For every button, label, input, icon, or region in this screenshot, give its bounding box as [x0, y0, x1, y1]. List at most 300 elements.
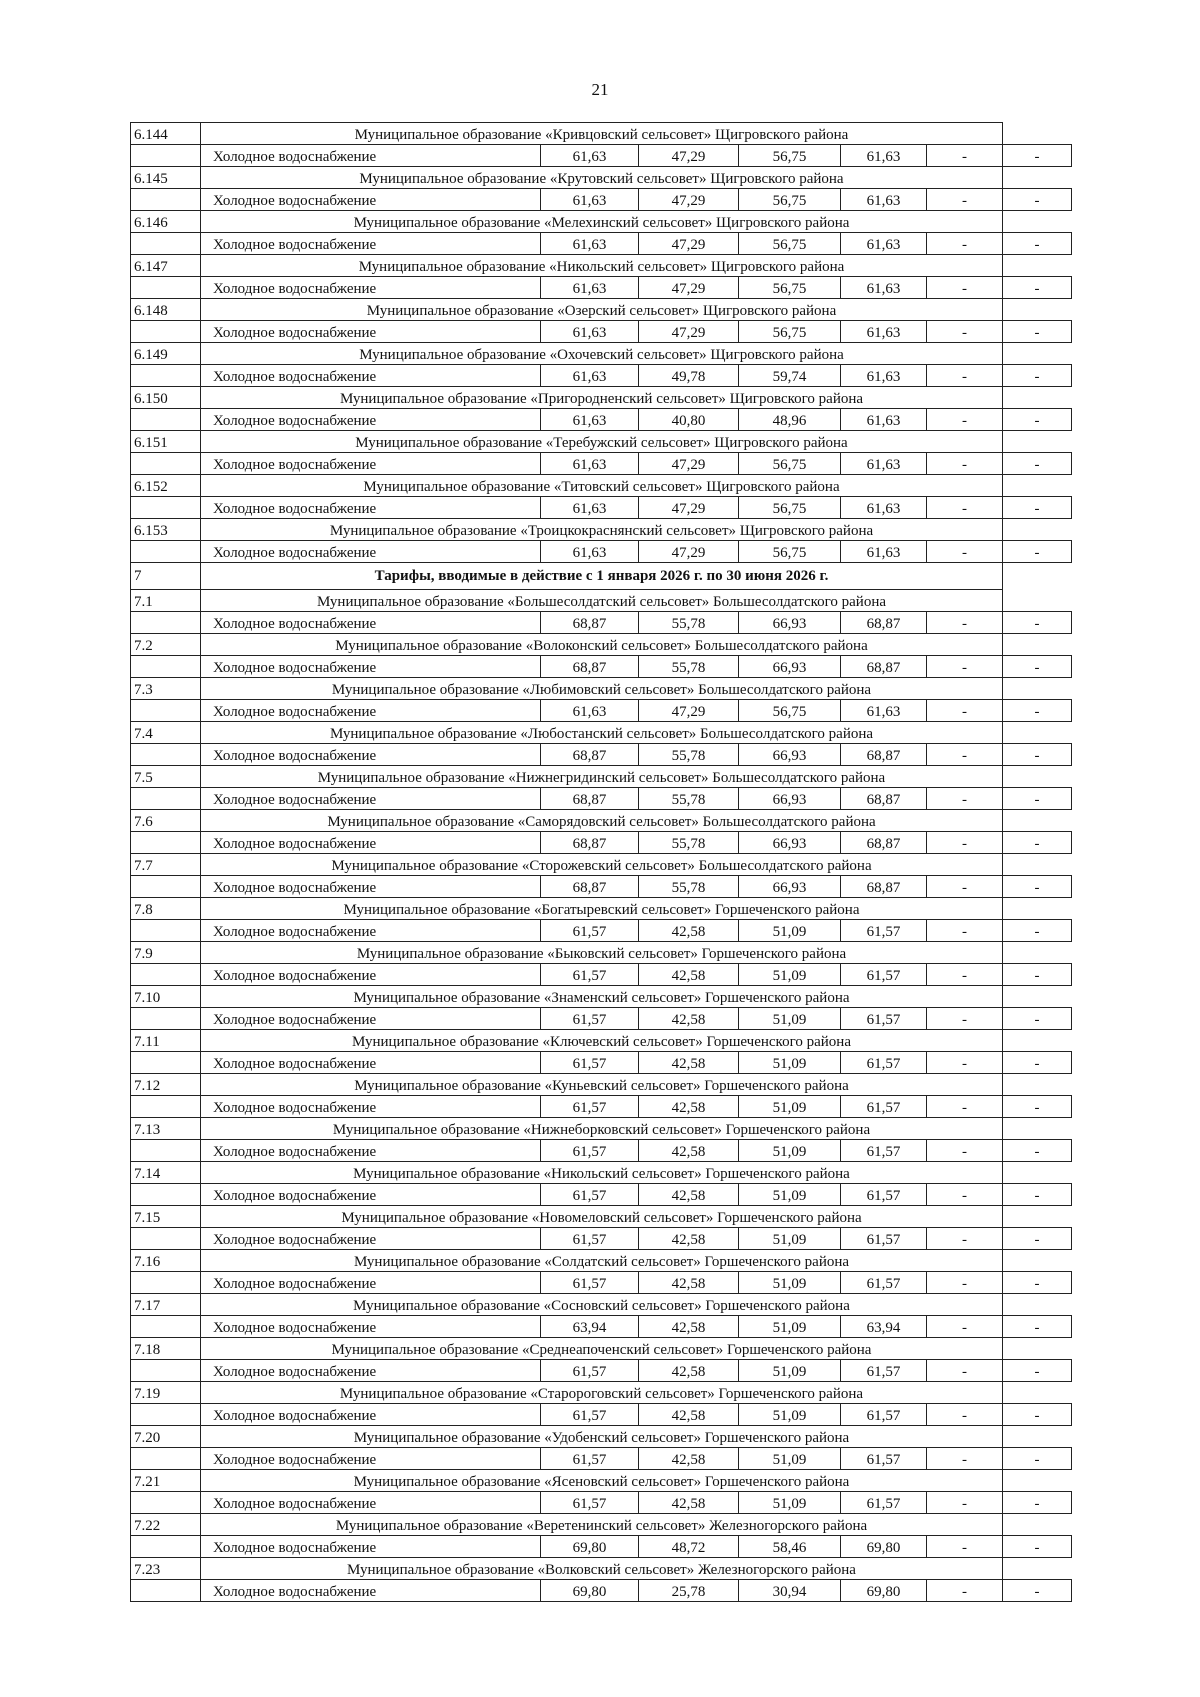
tariff-row — [131, 1448, 1072, 1470]
empty-cell — [131, 1580, 201, 1602]
service-label: Холодное водоснабжение — [201, 1580, 541, 1602]
tariff-value: 55,78 — [639, 744, 739, 766]
tariff-value: 51,09 — [739, 1228, 841, 1250]
tariff-value: 42,58 — [639, 964, 739, 986]
tariff-value: 55,78 — [639, 788, 739, 810]
row-number: 7.4 — [131, 722, 201, 744]
tariff-value: - — [927, 1492, 1003, 1514]
tariff-value: 48,96 — [739, 409, 841, 431]
row-number: 6.147 — [131, 255, 201, 277]
municipality-row — [131, 211, 1072, 233]
service-label: Холодное водоснабжение — [201, 744, 541, 766]
municipality-row — [131, 1074, 1072, 1096]
tariff-value: 56,75 — [739, 541, 841, 563]
empty-cell — [131, 920, 201, 942]
row-number: 7.11 — [131, 1030, 201, 1052]
empty-cell — [131, 1052, 201, 1074]
row-number: 7.12 — [131, 1074, 201, 1096]
tariff-value: 61,63 — [541, 409, 639, 431]
municipality-row — [131, 1426, 1072, 1448]
tariff-value: - — [927, 1228, 1003, 1250]
tariff-table — [130, 122, 1072, 1602]
tariff-value: 66,93 — [739, 656, 841, 678]
row-number: 6.151 — [131, 431, 201, 453]
tariff-value: 61,63 — [841, 365, 927, 387]
municipality-title: Муниципальное образование «Любимовский сельсовет» Большесолдатского района — [201, 678, 1003, 700]
tariff-value: 51,09 — [739, 1360, 841, 1382]
row-number: 6.152 — [131, 475, 201, 497]
tariff-value: - — [927, 1448, 1003, 1470]
tariff-value: 61,57 — [841, 1404, 927, 1426]
row-number: 7.21 — [131, 1470, 201, 1492]
tariff-value: - — [1003, 876, 1072, 898]
tariff-value: - — [927, 612, 1003, 634]
tariff-value: - — [927, 964, 1003, 986]
municipality-title: Муниципальное образование «Большесолдатский сельсовет» Большесолдатского района — [201, 590, 1003, 612]
tariff-value: 56,75 — [739, 189, 841, 211]
tariff-value: 66,93 — [739, 788, 841, 810]
service-label: Холодное водоснабжение — [201, 1228, 541, 1250]
tariff-value: - — [927, 453, 1003, 475]
row-number: 7.3 — [131, 678, 201, 700]
municipality-title: Муниципальное образование «Старороговский сельсовет» Горшеченского района — [201, 1382, 1003, 1404]
service-label: Холодное водоснабжение — [201, 541, 541, 563]
tariff-value: 61,57 — [541, 1228, 639, 1250]
row-number: 7.8 — [131, 898, 201, 920]
tariff-value: 61,57 — [841, 1492, 927, 1514]
tariff-value: 30,94 — [739, 1580, 841, 1602]
tariff-row — [131, 497, 1072, 519]
tariff-value: 51,09 — [739, 1140, 841, 1162]
municipality-row — [131, 1294, 1072, 1316]
tariff-value: - — [1003, 1052, 1072, 1074]
tariff-row — [131, 832, 1072, 854]
empty-cell — [131, 497, 201, 519]
tariff-row — [131, 656, 1072, 678]
service-label: Холодное водоснабжение — [201, 1316, 541, 1338]
tariff-value: - — [1003, 744, 1072, 766]
tariff-row — [131, 964, 1072, 986]
tariff-value: 47,29 — [639, 233, 739, 255]
municipality-title: Муниципальное образование «Знаменский сельсовет» Горшеченского района — [201, 986, 1003, 1008]
tariff-value: - — [927, 497, 1003, 519]
tariff-value: 61,63 — [541, 145, 639, 167]
tariff-value: 66,93 — [739, 876, 841, 898]
municipality-title: Муниципальное образование «Мелехинский сельсовет» Щигровского района — [201, 211, 1003, 233]
tariff-value: - — [1003, 1140, 1072, 1162]
tariff-row — [131, 321, 1072, 343]
service-label: Холодное водоснабжение — [201, 321, 541, 343]
tariff-value: 59,74 — [739, 365, 841, 387]
tariff-value: - — [927, 832, 1003, 854]
tariff-value: - — [927, 321, 1003, 343]
municipality-title: Муниципальное образование «Удобенский сельсовет» Горшеченского района — [201, 1426, 1003, 1448]
tariff-row — [131, 1492, 1072, 1514]
tariff-value: 42,58 — [639, 1184, 739, 1206]
section-title: Тарифы, вводимые в действие с 1 января 2026 г. по 30 июня 2026 г. — [201, 563, 1003, 590]
tariff-row — [131, 1008, 1072, 1030]
tariff-value: 42,58 — [639, 1404, 739, 1426]
tariff-value: - — [1003, 365, 1072, 387]
tariff-value: 51,09 — [739, 1184, 841, 1206]
tariff-row — [131, 145, 1072, 167]
municipality-title: Муниципальное образование «Пригородненский сельсовет» Щигровского района — [201, 387, 1003, 409]
tariff-value: - — [927, 1140, 1003, 1162]
tariff-value: 61,57 — [541, 1492, 639, 1514]
tariff-value: - — [927, 189, 1003, 211]
tariff-value: 68,87 — [841, 788, 927, 810]
tariff-value: 61,57 — [541, 1008, 639, 1030]
tariff-value: 56,75 — [739, 145, 841, 167]
municipality-title: Муниципальное образование «Ключевский сельсовет» Горшеченского района — [201, 1030, 1003, 1052]
tariff-value: - — [1003, 612, 1072, 634]
municipality-title: Муниципальное образование «Богатыревский сельсовет» Горшеченского района — [201, 898, 1003, 920]
service-label: Холодное водоснабжение — [201, 832, 541, 854]
tariff-value: 61,57 — [841, 920, 927, 942]
tariff-value: - — [1003, 541, 1072, 563]
row-number: 7.16 — [131, 1250, 201, 1272]
tariff-value: 42,58 — [639, 1360, 739, 1382]
service-label: Холодное водоснабжение — [201, 700, 541, 722]
tariff-value: 61,63 — [841, 409, 927, 431]
tariff-row — [131, 1536, 1072, 1558]
empty-cell — [131, 612, 201, 634]
tariff-value: 66,93 — [739, 744, 841, 766]
tariff-value: 61,63 — [541, 497, 639, 519]
service-label: Холодное водоснабжение — [201, 189, 541, 211]
municipality-row — [131, 1338, 1072, 1360]
service-label: Холодное водоснабжение — [201, 145, 541, 167]
row-number: 7.13 — [131, 1118, 201, 1140]
tariff-row — [131, 1580, 1072, 1602]
municipality-title: Муниципальное образование «Нижнегридинский сельсовет» Большесолдатского района — [201, 766, 1003, 788]
tariff-value: 61,57 — [841, 1448, 927, 1470]
tariff-value: - — [927, 876, 1003, 898]
municipality-title: Муниципальное образование «Троицкокраснянский сельсовет» Щигровского района — [201, 519, 1003, 541]
tariff-value: 61,63 — [841, 453, 927, 475]
tariff-value: - — [1003, 700, 1072, 722]
tariff-row — [131, 876, 1072, 898]
tariff-value: 61,57 — [541, 920, 639, 942]
tariff-value: 51,09 — [739, 964, 841, 986]
tariff-value: - — [1003, 453, 1072, 475]
row-number: 7.1 — [131, 590, 201, 612]
tariff-value: 51,09 — [739, 1316, 841, 1338]
service-label: Холодное водоснабжение — [201, 876, 541, 898]
tariff-value: - — [927, 1008, 1003, 1030]
empty-cell — [131, 1008, 201, 1030]
municipality-row — [131, 1382, 1072, 1404]
tariff-value: 61,57 — [541, 1360, 639, 1382]
row-number: 6.145 — [131, 167, 201, 189]
tariff-value: - — [927, 365, 1003, 387]
tariff-value: 47,29 — [639, 277, 739, 299]
tariff-value: - — [1003, 1184, 1072, 1206]
service-label: Холодное водоснабжение — [201, 1404, 541, 1426]
row-number: 7.5 — [131, 766, 201, 788]
section-header-row — [131, 563, 1072, 590]
tariff-value: - — [927, 656, 1003, 678]
row-number: 7.20 — [131, 1426, 201, 1448]
tariff-value: 68,87 — [841, 656, 927, 678]
row-number: 6.148 — [131, 299, 201, 321]
tariff-value: 61,63 — [841, 497, 927, 519]
municipality-title: Муниципальное образование «Волковский сельсовет» Железногорского района — [201, 1558, 1003, 1580]
municipality-row — [131, 519, 1072, 541]
empty-cell — [131, 788, 201, 810]
tariff-row — [131, 453, 1072, 475]
tariff-value: - — [927, 700, 1003, 722]
tariff-value: - — [927, 1580, 1003, 1602]
tariff-value: - — [927, 277, 1003, 299]
tariff-value: 40,80 — [639, 409, 739, 431]
tariff-value: 51,09 — [739, 920, 841, 942]
tariff-value: 56,75 — [739, 700, 841, 722]
empty-cell — [131, 1404, 201, 1426]
tariff-value: 55,78 — [639, 656, 739, 678]
tariff-row — [131, 1316, 1072, 1338]
municipality-row — [131, 387, 1072, 409]
municipality-title: Муниципальное образование «Волоконский сельсовет» Большесолдатского района — [201, 634, 1003, 656]
service-label: Холодное водоснабжение — [201, 1360, 541, 1382]
tariff-row — [131, 1052, 1072, 1074]
municipality-row — [131, 766, 1072, 788]
tariff-value: 61,57 — [541, 1448, 639, 1470]
tariff-row — [131, 541, 1072, 563]
tariff-value: 68,87 — [841, 612, 927, 634]
service-label: Холодное водоснабжение — [201, 788, 541, 810]
tariff-value: 68,87 — [541, 744, 639, 766]
tariff-value: - — [1003, 1272, 1072, 1294]
municipality-row — [131, 475, 1072, 497]
tariff-row — [131, 920, 1072, 942]
tariff-value: 61,63 — [541, 365, 639, 387]
municipality-row — [131, 1118, 1072, 1140]
tariff-value: 68,87 — [541, 876, 639, 898]
tariff-value: 68,87 — [841, 744, 927, 766]
row-number: 7.7 — [131, 854, 201, 876]
tariff-value: - — [1003, 321, 1072, 343]
tariff-value: 47,29 — [639, 453, 739, 475]
tariff-value: 42,58 — [639, 1140, 739, 1162]
tariff-value: 61,63 — [541, 233, 639, 255]
municipality-row — [131, 942, 1072, 964]
tariff-value: - — [1003, 409, 1072, 431]
tariff-value: 61,63 — [541, 189, 639, 211]
service-label: Холодное водоснабжение — [201, 1272, 541, 1294]
tariff-value: 42,58 — [639, 1008, 739, 1030]
municipality-title: Муниципальное образование «Титовский сельсовет» Щигровского района — [201, 475, 1003, 497]
tariff-value: - — [927, 1052, 1003, 1074]
tariff-value: 61,57 — [841, 1272, 927, 1294]
municipality-title: Муниципальное образование «Ясеновский сельсовет» Горшеченского района — [201, 1470, 1003, 1492]
empty-cell — [131, 321, 201, 343]
tariff-value: 61,57 — [841, 1140, 927, 1162]
empty-cell — [131, 1096, 201, 1118]
tariff-value: 58,46 — [739, 1536, 841, 1558]
row-number: 7.14 — [131, 1162, 201, 1184]
service-label: Холодное водоснабжение — [201, 656, 541, 678]
tariff-value: 69,80 — [841, 1580, 927, 1602]
tariff-value: 69,80 — [841, 1536, 927, 1558]
row-number: 7.22 — [131, 1514, 201, 1536]
tariff-value: 42,58 — [639, 1272, 739, 1294]
tariff-value: 61,63 — [841, 145, 927, 167]
tariff-value: 25,78 — [639, 1580, 739, 1602]
service-label: Холодное водоснабжение — [201, 409, 541, 431]
service-label: Холодное водоснабжение — [201, 365, 541, 387]
tariff-value: - — [927, 1272, 1003, 1294]
row-number: 7.23 — [131, 1558, 201, 1580]
tariff-row — [131, 233, 1072, 255]
tariff-value: - — [1003, 920, 1072, 942]
tariff-row — [131, 788, 1072, 810]
row-number: 6.153 — [131, 519, 201, 541]
tariff-value: 63,94 — [841, 1316, 927, 1338]
empty-cell — [131, 1272, 201, 1294]
tariff-value: - — [927, 1184, 1003, 1206]
municipality-title: Муниципальное образование «Никольский сельсовет» Горшеченского района — [201, 1162, 1003, 1184]
tariff-row — [131, 1360, 1072, 1382]
tariff-value: 61,57 — [541, 1140, 639, 1162]
municipality-row — [131, 854, 1072, 876]
municipality-title: Муниципальное образование «Солдатский сельсовет» Горшеченского района — [201, 1250, 1003, 1272]
tariff-value: 61,57 — [841, 1228, 927, 1250]
tariff-value: 69,80 — [541, 1580, 639, 1602]
tariff-value: - — [1003, 1580, 1072, 1602]
tariff-row — [131, 1140, 1072, 1162]
tariff-value: - — [1003, 1536, 1072, 1558]
municipality-row — [131, 123, 1072, 145]
service-label: Холодное водоснабжение — [201, 1536, 541, 1558]
service-label: Холодное водоснабжение — [201, 1492, 541, 1514]
empty-cell — [131, 1184, 201, 1206]
tariff-value: 51,09 — [739, 1008, 841, 1030]
tariff-value: 42,58 — [639, 920, 739, 942]
municipality-title: Муниципальное образование «Сосновский сельсовет» Горшеченского района — [201, 1294, 1003, 1316]
tariff-value: 47,29 — [639, 497, 739, 519]
tariff-value: 69,80 — [541, 1536, 639, 1558]
row-number: 7.18 — [131, 1338, 201, 1360]
tariff-value: 51,09 — [739, 1052, 841, 1074]
municipality-row — [131, 1206, 1072, 1228]
row-number: 6.144 — [131, 123, 201, 145]
tariff-value: 42,58 — [639, 1096, 739, 1118]
service-label: Холодное водоснабжение — [201, 1184, 541, 1206]
municipality-row — [131, 167, 1072, 189]
tariff-row — [131, 700, 1072, 722]
tariff-value: - — [1003, 1404, 1072, 1426]
municipality-title: Муниципальное образование «Озерский сельсовет» Щигровского района — [201, 299, 1003, 321]
municipality-row — [131, 678, 1072, 700]
tariff-value: 61,57 — [541, 1272, 639, 1294]
tariff-value: 61,63 — [541, 277, 639, 299]
empty-cell — [131, 541, 201, 563]
tariff-value: 68,87 — [541, 832, 639, 854]
municipality-row — [131, 634, 1072, 656]
tariff-value: 55,78 — [639, 612, 739, 634]
tariff-value: 51,09 — [739, 1272, 841, 1294]
empty-cell — [131, 964, 201, 986]
tariff-row — [131, 1096, 1072, 1118]
empty-cell — [131, 453, 201, 475]
tariff-value: 61,57 — [541, 1184, 639, 1206]
tariff-value: 61,63 — [541, 541, 639, 563]
tariff-value: 56,75 — [739, 453, 841, 475]
empty-cell — [131, 656, 201, 678]
tariff-value: 61,63 — [541, 321, 639, 343]
service-label: Холодное водоснабжение — [201, 612, 541, 634]
tariff-value: - — [927, 1536, 1003, 1558]
empty-cell — [131, 365, 201, 387]
municipality-row — [131, 590, 1072, 612]
tariff-value: - — [927, 409, 1003, 431]
municipality-title: Муниципальное образование «Нижнеборковский сельсовет» Горшеченского района — [201, 1118, 1003, 1140]
row-number: 7.19 — [131, 1382, 201, 1404]
service-label: Холодное водоснабжение — [201, 277, 541, 299]
row-number: 7.10 — [131, 986, 201, 1008]
tariff-value: - — [1003, 1228, 1072, 1250]
empty-cell — [131, 1316, 201, 1338]
empty-cell — [131, 1140, 201, 1162]
tariff-value: 61,57 — [841, 964, 927, 986]
empty-cell — [131, 1492, 201, 1514]
tariff-value: 61,63 — [841, 277, 927, 299]
empty-cell — [131, 409, 201, 431]
tariff-value: 68,87 — [541, 656, 639, 678]
tariff-value: 51,09 — [739, 1492, 841, 1514]
tariff-value: - — [927, 744, 1003, 766]
empty-cell — [131, 277, 201, 299]
municipality-row — [131, 1250, 1072, 1272]
tariff-value: - — [1003, 1448, 1072, 1470]
page-number: 21 — [591, 80, 609, 99]
row-number: 6.146 — [131, 211, 201, 233]
tariff-value: 61,63 — [541, 453, 639, 475]
municipality-row — [131, 1030, 1072, 1052]
tariff-value: 61,57 — [541, 1052, 639, 1074]
empty-cell — [131, 1228, 201, 1250]
tariff-value: 61,57 — [541, 1096, 639, 1118]
tariff-row — [131, 277, 1072, 299]
municipality-row — [131, 1162, 1072, 1184]
municipality-title: Муниципальное образование «Веретенинский сельсовет» Железногорского района — [201, 1514, 1003, 1536]
tariff-value: 47,29 — [639, 145, 739, 167]
tariff-value: - — [927, 920, 1003, 942]
tariff-value: 55,78 — [639, 832, 739, 854]
tariff-value: 56,75 — [739, 321, 841, 343]
tariff-value: 61,57 — [541, 1404, 639, 1426]
tariff-row — [131, 365, 1072, 387]
tariff-value: 68,87 — [841, 876, 927, 898]
service-label: Холодное водоснабжение — [201, 453, 541, 475]
service-label: Холодное водоснабжение — [201, 1052, 541, 1074]
municipality-row — [131, 1470, 1072, 1492]
tariff-value: 61,63 — [841, 700, 927, 722]
municipality-title: Муниципальное образование «Никольский сельсовет» Щигровского района — [201, 255, 1003, 277]
tariff-value: 47,29 — [639, 189, 739, 211]
tariff-row — [131, 1228, 1072, 1250]
tariff-value: 42,58 — [639, 1492, 739, 1514]
municipality-title: Муниципальное образование «Быковский сельсовет» Горшеченского района — [201, 942, 1003, 964]
tariff-value: 42,58 — [639, 1448, 739, 1470]
tariff-value: 61,57 — [841, 1096, 927, 1118]
tariff-value: 61,57 — [841, 1184, 927, 1206]
tariff-value: 42,58 — [639, 1316, 739, 1338]
service-label: Холодное водоснабжение — [201, 1140, 541, 1162]
row-number: 6.149 — [131, 343, 201, 365]
service-label: Холодное водоснабжение — [201, 497, 541, 519]
